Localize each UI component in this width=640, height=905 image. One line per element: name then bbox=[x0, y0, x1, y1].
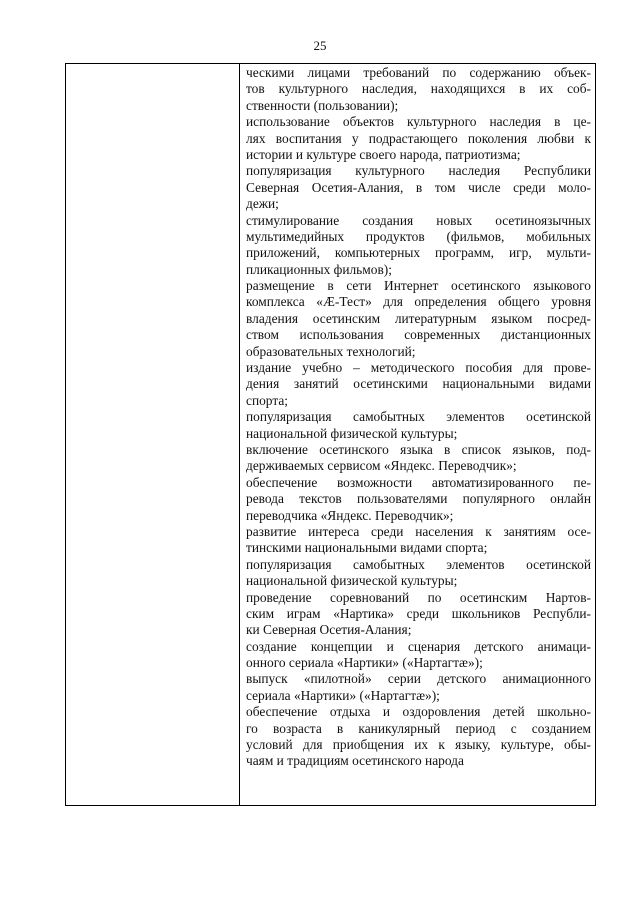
text-line: спорта; bbox=[246, 392, 289, 408]
text-line: выпуск «пилотной» серии детского анимационного bbox=[246, 671, 591, 687]
text-line: дежи; bbox=[246, 196, 279, 212]
text-line: популяризация культурного наследия Республики bbox=[246, 163, 591, 179]
table-left-cell bbox=[66, 64, 240, 805]
text-line: национальной физической культуры; bbox=[246, 573, 458, 589]
text-line: чаям и традициям осетинского народа bbox=[246, 753, 464, 769]
text-line: использование объектов культурного наследия в це- bbox=[246, 114, 591, 130]
text-line: ческими лицами требований по содержанию объек- bbox=[246, 65, 591, 80]
text-line: истории и культуре своего народа, патриотизма; bbox=[246, 146, 521, 162]
text-line: включение осетинского языка в список языков, под- bbox=[246, 441, 591, 457]
text-line: ревода текстов пользователями популярного онлайн bbox=[246, 491, 591, 507]
text-line: размещение в сети Интернет осетинского языкового bbox=[246, 278, 591, 294]
text-line: проведение соревнований по осетинским Нартов- bbox=[246, 589, 591, 605]
text-line: переводчика «Яндекс. Переводчик»; bbox=[246, 507, 454, 523]
text-line: ки Северная Осетия-Алания; bbox=[246, 622, 412, 638]
document-table bbox=[65, 63, 596, 806]
text-line: владения осетинским литературным языком посред- bbox=[246, 310, 591, 326]
text-line: создание концепции и сценария детского анимаци- bbox=[246, 638, 591, 654]
text-line: держиваемых сервисом «Яндекс. Переводчик»; bbox=[246, 458, 517, 474]
page-number: 25 bbox=[313, 38, 327, 53]
text-line: обеспечение отдыха и оздоровления детей школьно- bbox=[246, 704, 591, 720]
text-line: онного сериала «Нартики» («Нартагтæ»); bbox=[246, 655, 483, 671]
text-line: образовательных технологий; bbox=[246, 343, 416, 359]
text-line: приложений, компьютерных программ, игр, мульти- bbox=[246, 245, 591, 261]
text-line: ством использования современных дистанционных bbox=[246, 327, 591, 343]
text-line: условий для приобщения их к языку, культуре, обы- bbox=[246, 737, 591, 753]
text-line: Северная Осетия-Алания, в том числе среди моло- bbox=[246, 179, 591, 195]
text-line: стимулирование создания новых осетиноязычных bbox=[246, 212, 591, 228]
text-line: мультимедийных продуктов (фильмов, мобильных bbox=[246, 228, 591, 244]
text-line: популяризация самобытных элементов осетинской bbox=[246, 556, 591, 572]
text-line: ским играм «Нартика» среди школьников Республи- bbox=[246, 605, 591, 621]
text-line: го возраста в каникулярный период с созданием bbox=[246, 720, 591, 736]
text-line: популяризация самобытных элементов осетинской bbox=[246, 409, 591, 425]
text-line: национальной физической культуры; bbox=[246, 425, 458, 441]
text-line: сериала «Нартики» («Нартагтæ»); bbox=[246, 687, 440, 703]
text-line: комплекса «Æ-Тест» для определения общего уровня bbox=[246, 294, 591, 310]
text-line: ственности (пользовании); bbox=[246, 97, 399, 113]
text-line: тов культурного наследия, находящихся в их соб- bbox=[246, 81, 591, 97]
text-line: тинскими национальными видами спорта; bbox=[246, 540, 488, 556]
table-right-cell bbox=[240, 64, 597, 805]
text-line: пликационных фильмов); bbox=[246, 261, 392, 277]
text-line: дения занятий осетинскими национальными видами bbox=[246, 376, 591, 392]
text-line: лях воспитания у подрастающего поколения любви к bbox=[246, 130, 591, 146]
text-line: издание учебно – методического пособия для прове- bbox=[246, 360, 591, 376]
text-line: обеспечение возможности автоматизированного пе- bbox=[246, 474, 591, 490]
text-line: развитие интереса среди населения к занятиям осе- bbox=[246, 523, 591, 539]
